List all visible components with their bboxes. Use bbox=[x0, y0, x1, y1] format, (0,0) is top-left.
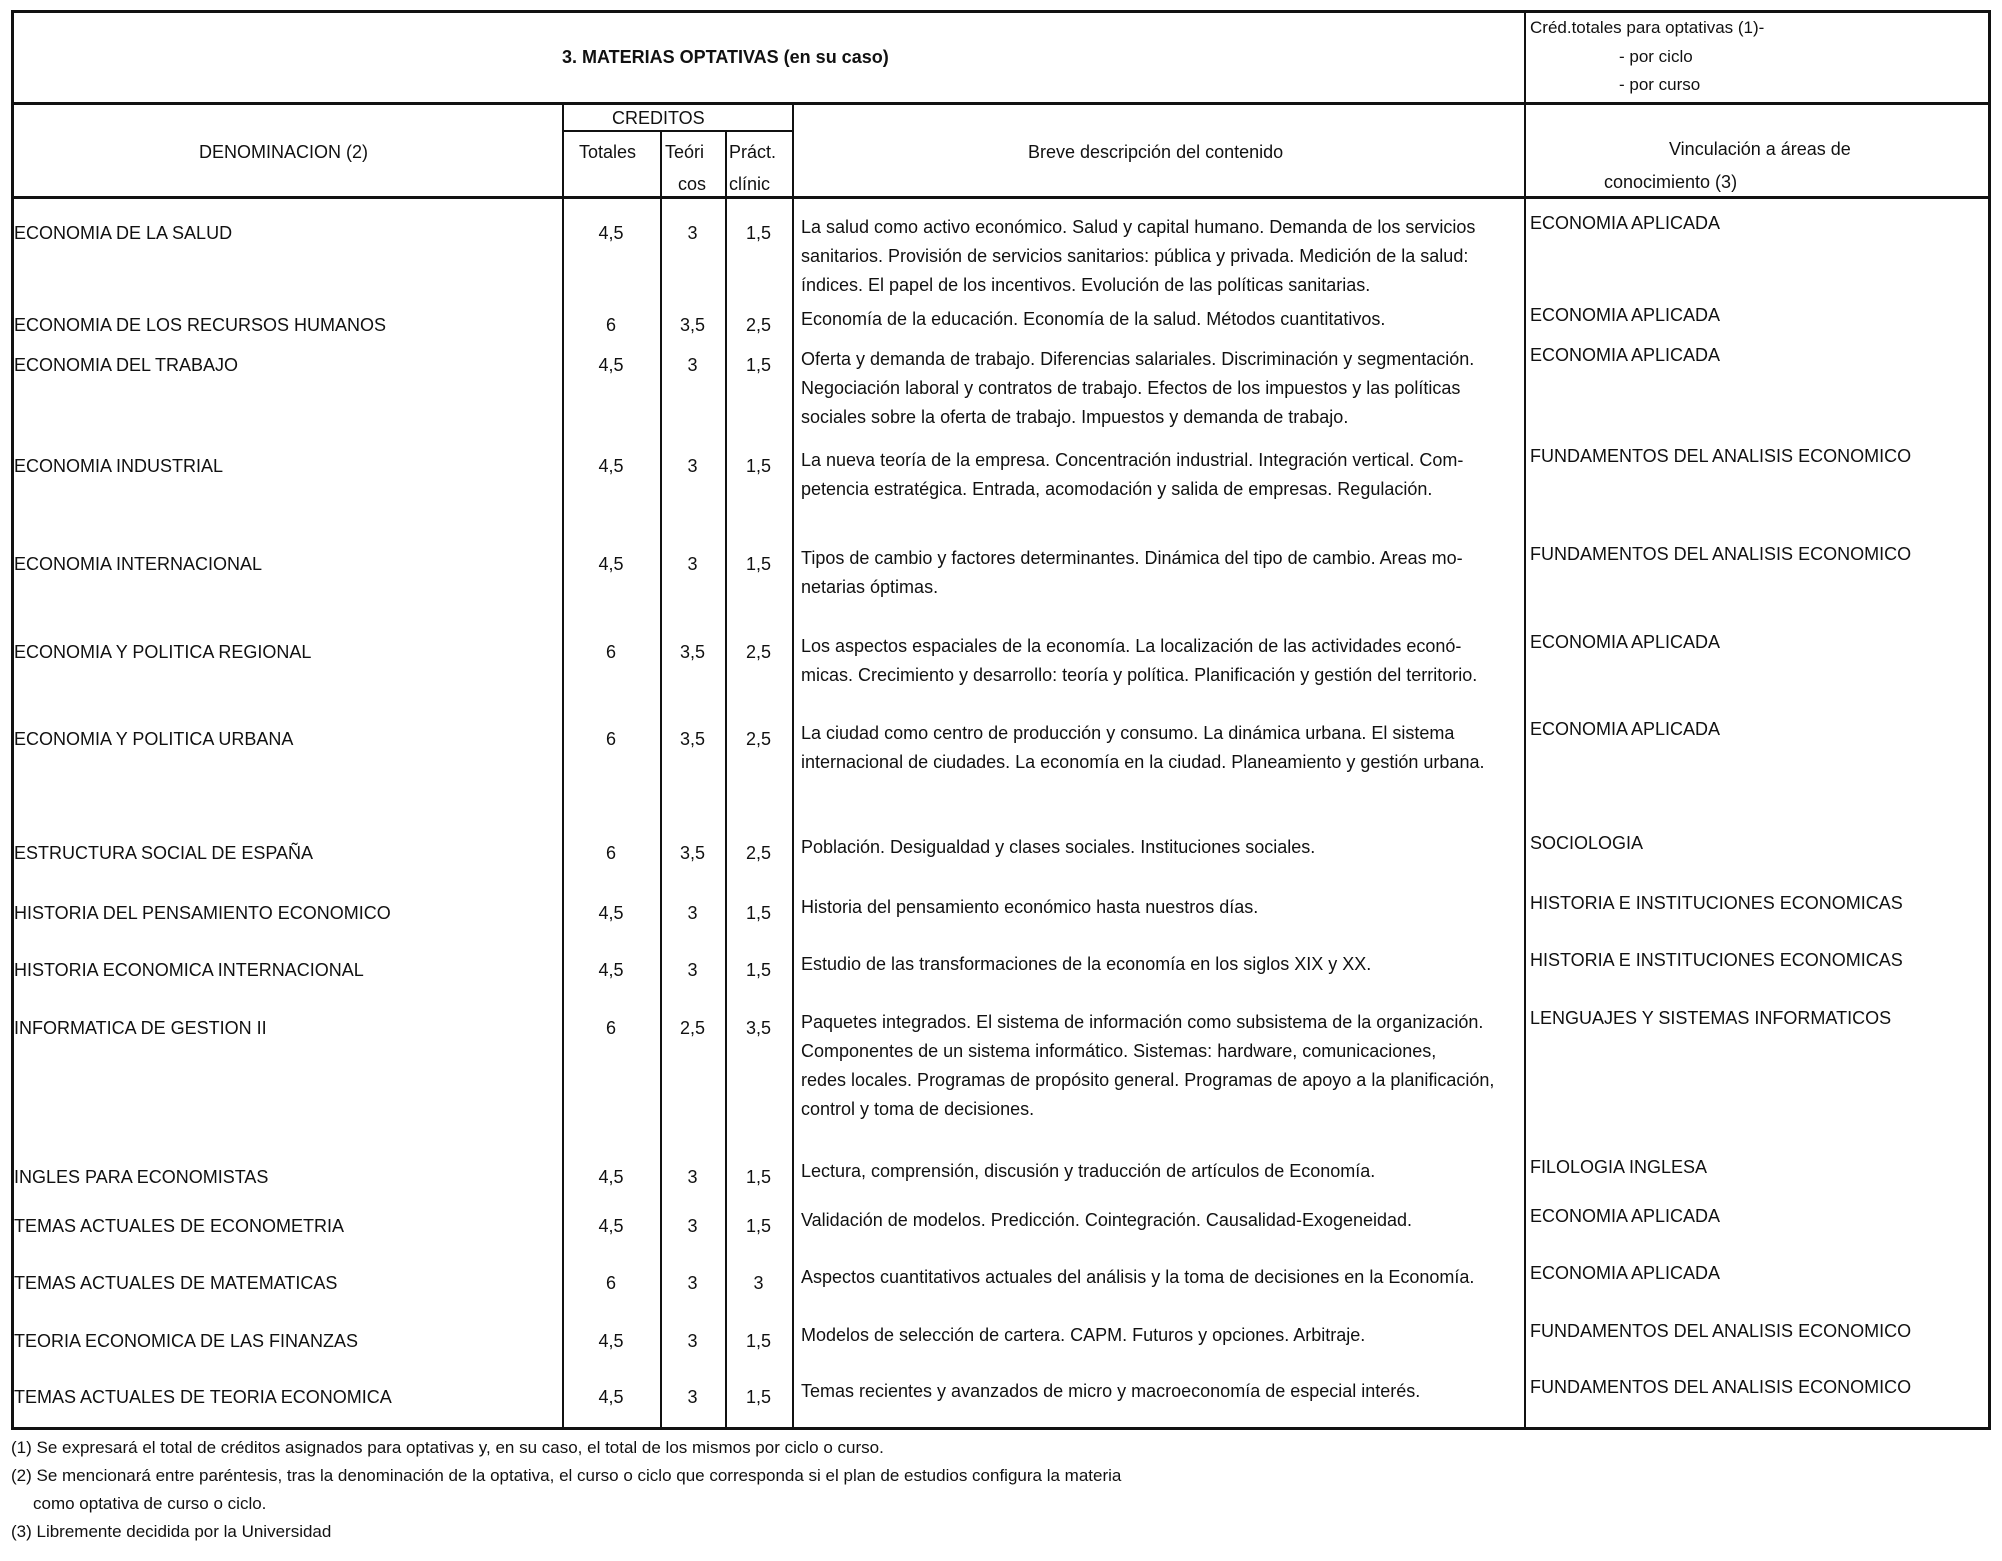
row-descripcion-line: Temas recientes y avanzados de micro y macroeconomía de especial interés. bbox=[801, 1381, 1421, 1401]
por-curso-label: - por curso bbox=[1619, 75, 1701, 94]
row-area: ECONOMIA APLICADA bbox=[1530, 345, 1721, 365]
col-practicos-2: clínic bbox=[729, 174, 771, 194]
row-descripcion-line: Economía de la educación. Economía de la salud. Métodos cuantitativos. bbox=[801, 309, 1386, 329]
row-teoricos: 3 bbox=[687, 903, 698, 923]
row-area: ECONOMIA APLICADA bbox=[1530, 632, 1721, 652]
footnote-1: (1) Se expresará el total de créditos asignados para optativas y, en su caso, el total de los mismos por ciclo o curso. bbox=[11, 1438, 884, 1457]
row-teoricos: 3 bbox=[687, 554, 698, 574]
row-area: HISTORIA E INSTITUCIONES ECONOMICAS bbox=[1530, 893, 1903, 913]
row-denominacion: TEORIA ECONOMICA DE LAS FINANZAS bbox=[14, 1331, 359, 1351]
row-denominacion: ECONOMIA Y POLITICA URBANA bbox=[14, 729, 294, 749]
row-descripcion-line: Aspectos cuantitativos actuales del análisis y la toma de decisiones en la Economía. bbox=[801, 1267, 1475, 1287]
row-teoricos: 3,5 bbox=[679, 642, 706, 662]
row-totales: 6 bbox=[605, 1273, 616, 1293]
row-denominacion: ECONOMIA Y POLITICA REGIONAL bbox=[14, 642, 312, 662]
col-practicos-1: Práct. bbox=[729, 142, 777, 162]
footnote-3: (3) Libremente decidida por la Universidad bbox=[11, 1522, 332, 1541]
row-teoricos: 3 bbox=[687, 456, 698, 476]
row-totales: 6 bbox=[605, 843, 616, 863]
row-descripcion-line: netarias óptimas. bbox=[801, 577, 939, 597]
row-descripcion-line: internacional de ciudades. La economía en la ciudad. Planeamiento y gestión urbana. bbox=[801, 752, 1485, 772]
row-practicos: 2,5 bbox=[745, 642, 772, 662]
row-denominacion: HISTORIA ECONOMICA INTERNACIONAL bbox=[14, 960, 364, 980]
row-area: FUNDAMENTOS DEL ANALISIS ECONOMICO bbox=[1530, 446, 1912, 466]
row-denominacion: ECONOMIA INTERNACIONAL bbox=[14, 554, 263, 574]
row-practicos: 1,5 bbox=[745, 355, 772, 375]
row-practicos: 2,5 bbox=[745, 315, 772, 335]
row-practicos: 1,5 bbox=[745, 1167, 772, 1187]
row-descripcion-line: sociales sobre la oferta de trabajo. Impuestos y demanda de trabajo. bbox=[801, 407, 1349, 427]
row-descripcion-line: índices. El papel de los incentivos. Evolución de las políticas sanitarias. bbox=[801, 275, 1371, 295]
row-area: FUNDAMENTOS DEL ANALISIS ECONOMICO bbox=[1530, 544, 1912, 564]
row-teoricos: 3,5 bbox=[679, 843, 706, 863]
footnote-2a: (2) Se mencionará entre paréntesis, tras la denominación de la optativa, el curso o ciclo que corresponda si el plan de estudios configura la materia bbox=[11, 1466, 1122, 1485]
row-area: FUNDAMENTOS DEL ANALISIS ECONOMICO bbox=[1530, 1321, 1912, 1341]
row-teoricos: 2,5 bbox=[679, 1018, 706, 1038]
column-line-descripcion bbox=[792, 105, 794, 1430]
row-area: SOCIOLOGIA bbox=[1530, 833, 1644, 853]
col-vinculacion-2: conocimiento (3) bbox=[1604, 172, 1738, 192]
row-denominacion: ECONOMIA INDUSTRIAL bbox=[14, 456, 224, 476]
row-teoricos: 3 bbox=[687, 1273, 698, 1293]
row-descripcion-line: Oferta y demanda de trabajo. Diferencias salariales. Discriminación y segmentación. bbox=[801, 349, 1475, 369]
row-teoricos: 3 bbox=[687, 1167, 698, 1187]
row-area: ECONOMIA APLICADA bbox=[1530, 213, 1721, 233]
row-practicos: 3 bbox=[753, 1273, 764, 1293]
col-descripcion: Breve descripción del contenido bbox=[1028, 142, 1284, 162]
row-denominacion: ESTRUCTURA SOCIAL DE ESPAÑA bbox=[14, 843, 314, 863]
row-area: ECONOMIA APLICADA bbox=[1530, 1263, 1721, 1283]
optativas-table bbox=[11, 10, 1991, 1430]
row-descripcion-line: Paquetes integrados. El sistema de información como subsistema de la organización. bbox=[801, 1012, 1484, 1032]
row-descripcion-line: control y toma de decisiones. bbox=[801, 1099, 1035, 1119]
row-descripcion-line: La nueva teoría de la empresa. Concentración industrial. Integración vertical. Com- bbox=[801, 450, 1464, 470]
row-descripcion-line: Negociación laboral y contratos de trabajo. Efectos de los impuestos y las políticas bbox=[801, 378, 1461, 398]
row-descripcion-line: Validación de modelos. Predicción. Cointegración. Causalidad-Exogeneidad. bbox=[801, 1210, 1413, 1230]
row-denominacion: ECONOMIA DE LOS RECURSOS HUMANOS bbox=[14, 315, 387, 335]
row-descripcion-line: La salud como activo económico. Salud y capital humano. Demanda de los servicios bbox=[801, 217, 1476, 237]
row-descripcion-line: Lectura, comprensión, discusión y traducción de artículos de Economía. bbox=[801, 1161, 1376, 1181]
row-totales: 6 bbox=[605, 642, 616, 662]
row-area: FUNDAMENTOS DEL ANALISIS ECONOMICO bbox=[1530, 1377, 1912, 1397]
row-area: ECONOMIA APLICADA bbox=[1530, 305, 1721, 325]
row-practicos: 3,5 bbox=[745, 1018, 772, 1038]
row-descripcion-line: Tipos de cambio y factores determinantes. Dinámica del tipo de cambio. Areas mo- bbox=[801, 548, 1463, 568]
row-descripcion-line: Historia del pensamiento económico hasta nuestros días. bbox=[801, 897, 1259, 917]
row-teoricos: 3,5 bbox=[679, 315, 706, 335]
header-divider bbox=[14, 102, 1988, 105]
row-totales: 6 bbox=[605, 315, 616, 335]
por-ciclo-label: - por ciclo bbox=[1619, 47, 1693, 66]
table-title: 3. MATERIAS OPTATIVAS (en su caso) bbox=[562, 47, 889, 67]
row-totales: 4,5 bbox=[598, 960, 624, 980]
row-totales: 4,5 bbox=[598, 1331, 624, 1351]
row-descripcion-line: Población. Desigualdad y clases sociales. Instituciones sociales. bbox=[801, 837, 1316, 857]
col-vinculacion-1: Vinculación a áreas de bbox=[1669, 139, 1851, 159]
row-totales: 6 bbox=[605, 729, 616, 749]
row-totales: 4,5 bbox=[598, 456, 624, 476]
row-practicos: 1,5 bbox=[745, 960, 772, 980]
row-practicos: 1,5 bbox=[745, 1216, 772, 1236]
row-totales: 4,5 bbox=[598, 1167, 624, 1187]
row-teoricos: 3 bbox=[687, 355, 698, 375]
column-line-area bbox=[1524, 13, 1526, 1430]
row-descripcion-line: micas. Crecimiento y desarrollo: teoría y política. Planificación y gestión del territorio. bbox=[801, 665, 1478, 685]
row-area: HISTORIA E INSTITUCIONES ECONOMICAS bbox=[1530, 950, 1903, 970]
row-totales: 4,5 bbox=[598, 1387, 624, 1407]
col-totales: Totales bbox=[579, 142, 637, 162]
row-practicos: 2,5 bbox=[745, 729, 772, 749]
row-descripcion-line: sanitarios. Provisión de servicios sanitarios: pública y privada. Medición de la salud: bbox=[801, 246, 1469, 266]
row-totales: 6 bbox=[605, 1018, 616, 1038]
row-denominacion: ECONOMIA DE LA SALUD bbox=[14, 223, 233, 243]
footnote-2b: como optativa de curso o ciclo. bbox=[33, 1494, 267, 1513]
row-teoricos: 3 bbox=[687, 223, 698, 243]
row-denominacion: INFORMATICA DE GESTION II bbox=[14, 1018, 267, 1038]
row-denominacion: HISTORIA DEL PENSAMIENTO ECONOMICO bbox=[14, 903, 391, 923]
row-descripcion-line: La ciudad como centro de producción y consumo. La dinámica urbana. El sistema bbox=[801, 723, 1455, 743]
row-teoricos: 3 bbox=[687, 1331, 698, 1351]
row-practicos: 2,5 bbox=[745, 843, 772, 863]
row-totales: 4,5 bbox=[598, 223, 624, 243]
row-practicos: 1,5 bbox=[745, 223, 772, 243]
row-descripcion-line: Estudio de las transformaciones de la economía en los siglos XIX y XX. bbox=[801, 954, 1372, 974]
row-denominacion: ECONOMIA DEL TRABAJO bbox=[14, 355, 239, 375]
row-practicos: 1,5 bbox=[745, 456, 772, 476]
col-teoricos-1: Teóri bbox=[665, 142, 705, 162]
row-descripcion-line: petencia estratégica. Entrada, acomodación y salida de empresas. Regulación. bbox=[801, 479, 1433, 499]
row-teoricos: 3 bbox=[687, 960, 698, 980]
row-area: ECONOMIA APLICADA bbox=[1530, 1206, 1721, 1226]
row-denominacion: TEMAS ACTUALES DE MATEMATICAS bbox=[14, 1273, 338, 1293]
row-denominacion: INGLES PARA ECONOMISTAS bbox=[14, 1167, 269, 1187]
col-denominacion: DENOMINACION (2) bbox=[199, 142, 369, 162]
cred-totales-label: Créd.totales para optativas (1)- bbox=[1530, 18, 1765, 37]
row-descripcion-line: Modelos de selección de cartera. CAPM. Futuros y opciones. Arbitraje. bbox=[801, 1325, 1366, 1345]
row-area: FILOLOGIA INGLESA bbox=[1530, 1157, 1708, 1177]
col-teoricos-2: cos bbox=[678, 174, 707, 194]
row-denominacion: TEMAS ACTUALES DE TEORIA ECONOMICA bbox=[14, 1387, 392, 1407]
row-teoricos: 3 bbox=[687, 1216, 698, 1236]
col-creditos: CREDITOS bbox=[612, 108, 705, 128]
row-descripcion-line: Los aspectos espaciales de la economía. La localización de las actividades econó- bbox=[801, 636, 1462, 656]
row-descripcion-line: Componentes de un sistema informático. Sistemas: hardware, comunicaciones, bbox=[801, 1041, 1437, 1061]
row-totales: 4,5 bbox=[598, 903, 624, 923]
row-totales: 4,5 bbox=[598, 554, 624, 574]
row-teoricos: 3 bbox=[687, 1387, 698, 1407]
row-descripcion-line: redes locales. Programas de propósito general. Programas de apoyo a la planificación, bbox=[801, 1070, 1495, 1090]
row-practicos: 1,5 bbox=[745, 1387, 772, 1407]
row-practicos: 1,5 bbox=[745, 903, 772, 923]
row-practicos: 1,5 bbox=[745, 1331, 772, 1351]
row-practicos: 1,5 bbox=[745, 554, 772, 574]
row-area: ECONOMIA APLICADA bbox=[1530, 719, 1721, 739]
row-totales: 4,5 bbox=[598, 355, 624, 375]
row-teoricos: 3,5 bbox=[679, 729, 706, 749]
row-denominacion: TEMAS ACTUALES DE ECONOMETRIA bbox=[14, 1216, 345, 1236]
row-totales: 4,5 bbox=[598, 1216, 624, 1236]
footnotes bbox=[11, 1434, 1121, 1546]
row-area: LENGUAJES Y SISTEMAS INFORMATICOS bbox=[1530, 1008, 1892, 1028]
